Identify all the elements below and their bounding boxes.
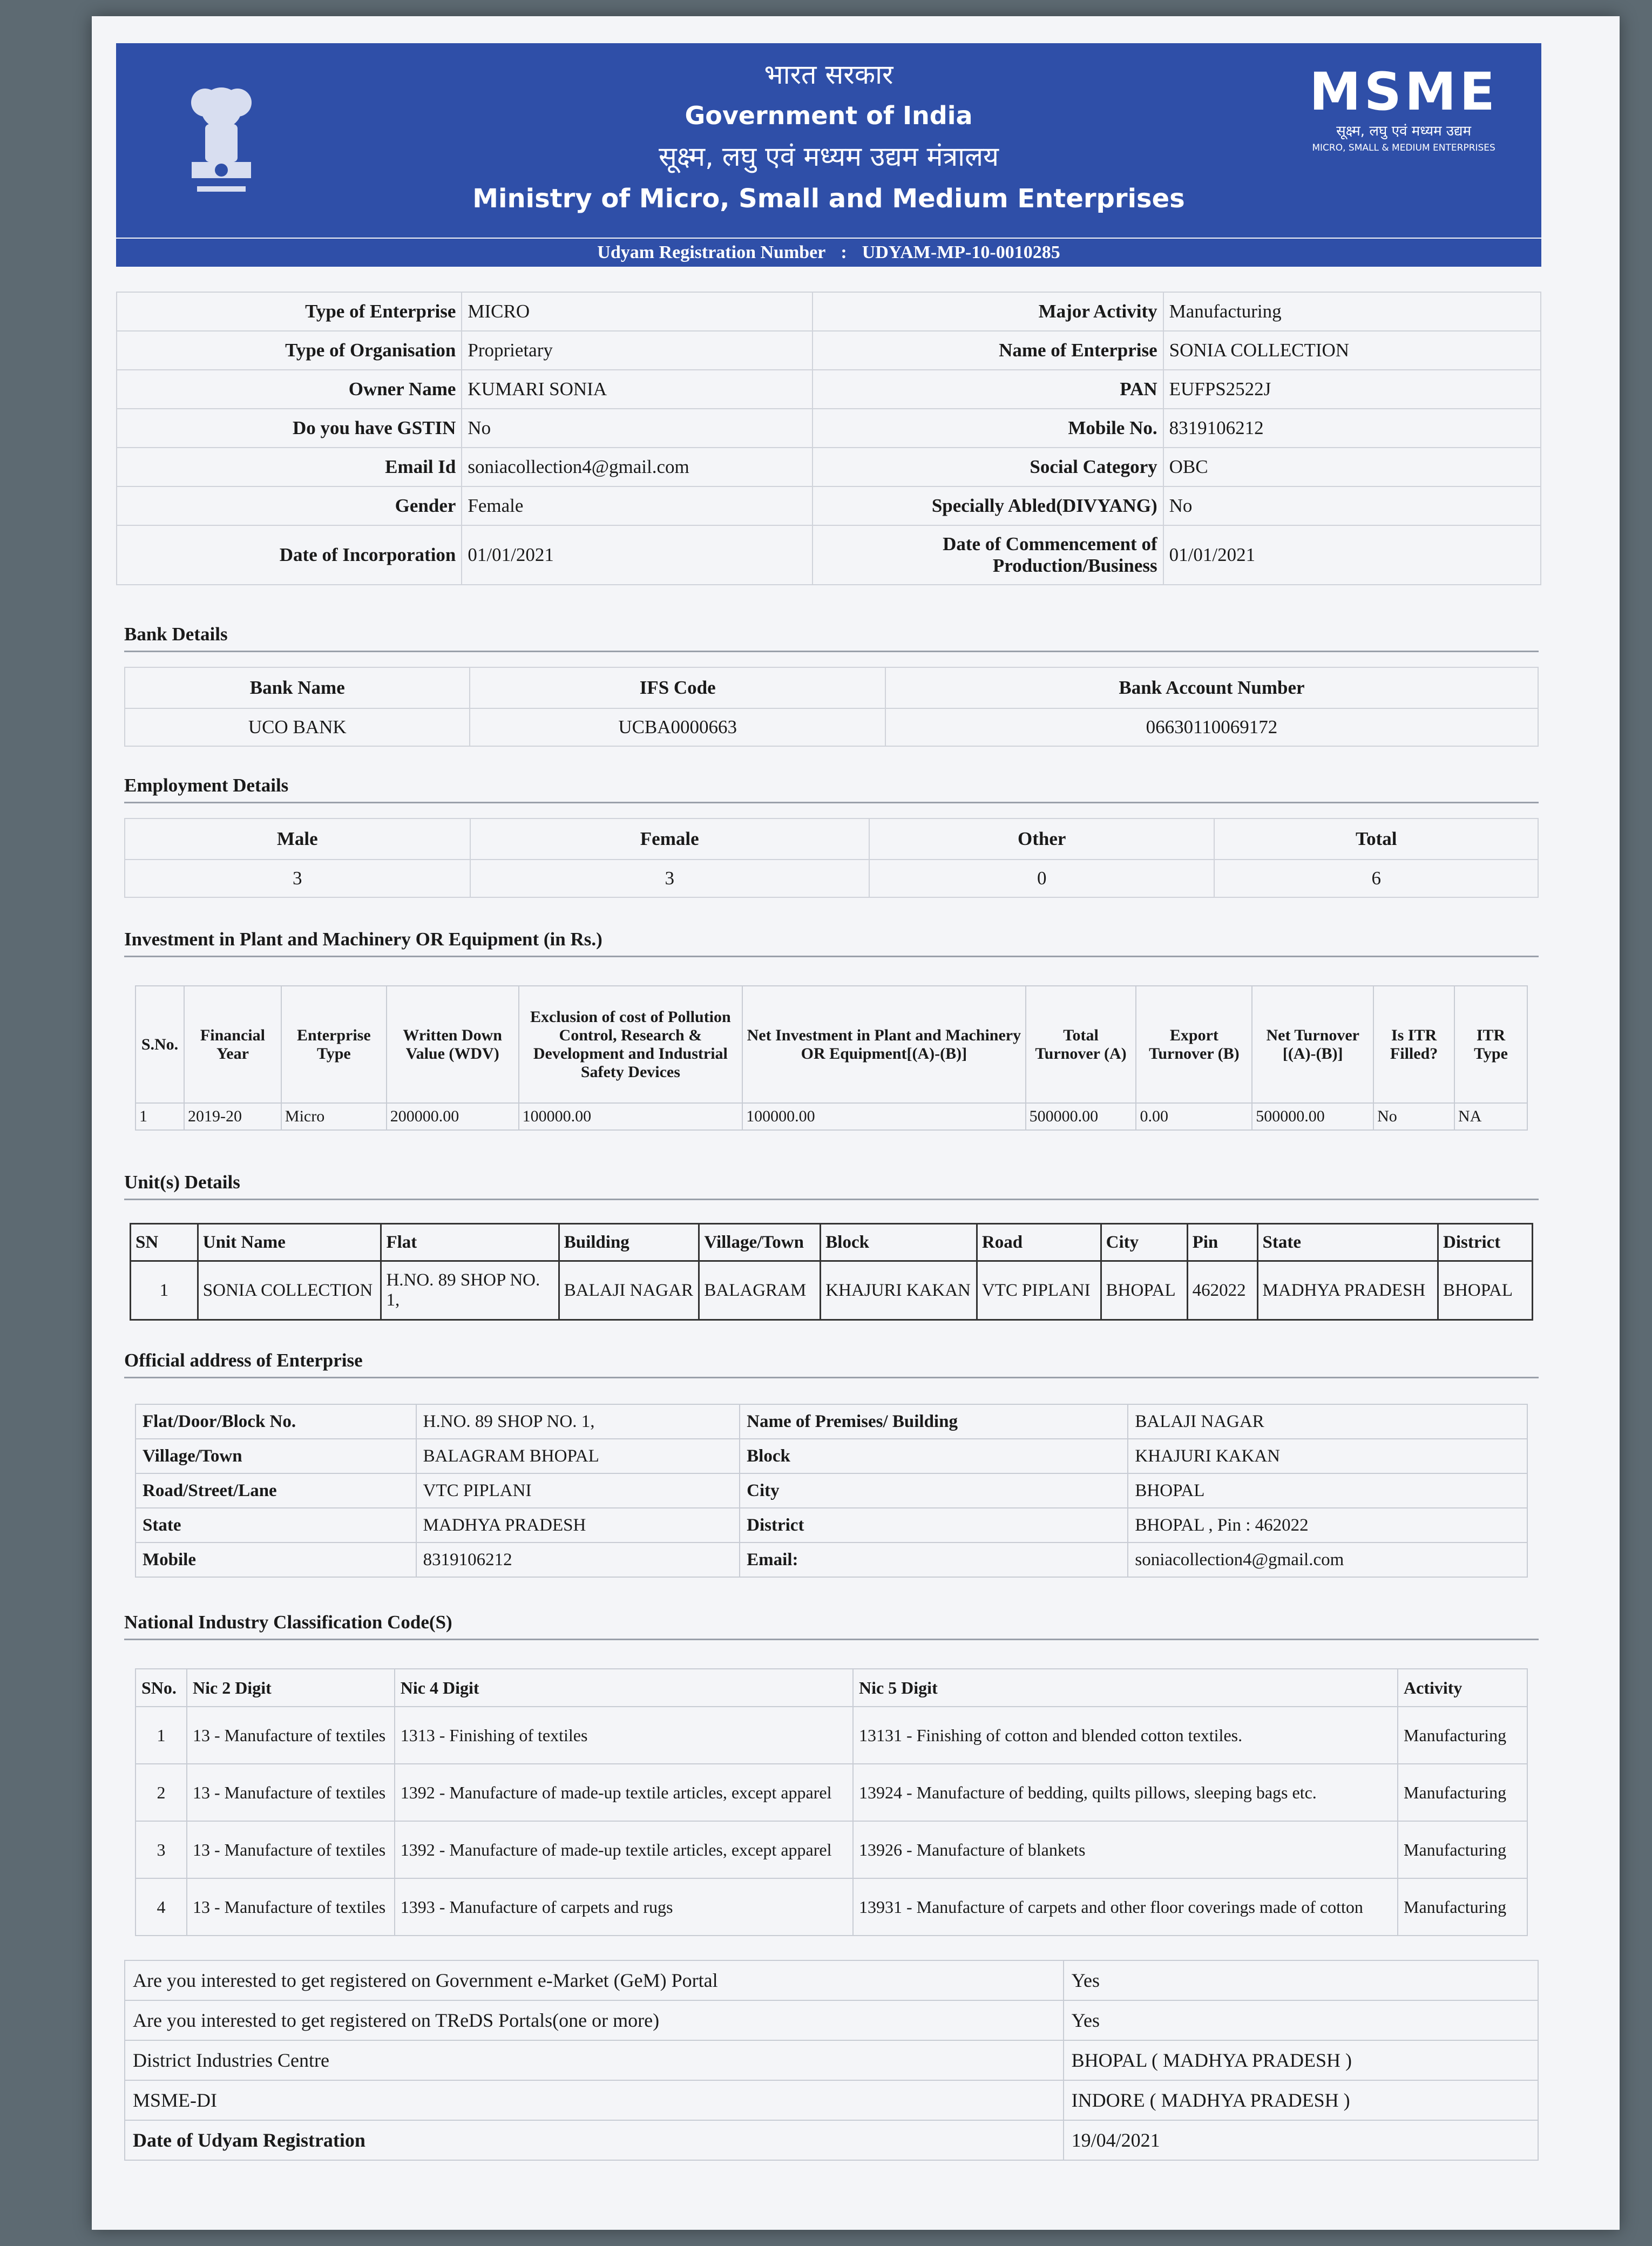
table-cell: 100000.00 bbox=[519, 1103, 743, 1130]
table-row bbox=[131, 1224, 1533, 1261]
ifs-code-value: UCBA0000663 bbox=[470, 708, 885, 746]
column-header: IFS Code bbox=[470, 667, 885, 708]
field-label: District Industries Centre bbox=[125, 2040, 1064, 2080]
column-header: Bank Account Number bbox=[885, 667, 1538, 708]
field-value: MICRO bbox=[462, 292, 813, 331]
msme-logo-text: MSME bbox=[1309, 62, 1498, 122]
table-cell: BALAGRAM bbox=[699, 1261, 821, 1320]
field-value: Female bbox=[462, 486, 813, 525]
field-value: BHOPAL , Pin : 462022 bbox=[1128, 1508, 1527, 1543]
table-cell: 200000.00 bbox=[387, 1103, 519, 1130]
table-cell: 1 bbox=[136, 1707, 187, 1764]
field-value: Proprietary bbox=[462, 331, 813, 370]
table-row bbox=[117, 448, 1541, 486]
employment-details-table bbox=[124, 818, 1539, 898]
column-header: Nic 4 Digit bbox=[395, 1669, 853, 1707]
table-cell: 2 bbox=[136, 1764, 187, 1821]
column-header: Female bbox=[470, 818, 869, 860]
field-value: BHOPAL ( MADHYA PRADESH ) bbox=[1064, 2040, 1538, 2080]
column-header: Nic 5 Digit bbox=[853, 1669, 1398, 1707]
table-row bbox=[136, 1439, 1527, 1473]
table-cell: VTC PIPLANI bbox=[977, 1261, 1101, 1320]
total-count: 6 bbox=[1214, 860, 1538, 897]
table-cell: H.NO. 89 SHOP NO. 1, bbox=[381, 1261, 559, 1320]
field-label: Email Id bbox=[117, 448, 462, 486]
table-row bbox=[117, 370, 1541, 409]
field-value: 01/01/2021 bbox=[462, 525, 813, 585]
bank-details-title: Bank Details bbox=[124, 624, 228, 645]
field-label: Email: bbox=[740, 1543, 1128, 1577]
field-label: Date of Udyam Registration bbox=[125, 2120, 1064, 2160]
field-value: Manufacturing bbox=[1163, 292, 1541, 331]
field-value: 01/01/2021 bbox=[1163, 525, 1541, 585]
field-value: BHOPAL bbox=[1128, 1473, 1527, 1508]
table-cell: 13 - Manufacture of textiles bbox=[187, 1821, 395, 1878]
table-row bbox=[131, 1261, 1533, 1320]
table-cell: 13 - Manufacture of textiles bbox=[187, 1764, 395, 1821]
table-cell: NA bbox=[1454, 1103, 1527, 1130]
msme-logo bbox=[1309, 62, 1498, 155]
table-row bbox=[136, 1543, 1527, 1577]
table-cell: Manufacturing bbox=[1398, 1707, 1527, 1764]
column-header: Building bbox=[559, 1224, 699, 1261]
table-cell: 13926 - Manufacture of blankets bbox=[853, 1821, 1398, 1878]
table-cell: 3 bbox=[136, 1821, 187, 1878]
udyam-registration-bar bbox=[116, 239, 1541, 267]
msme-logo-english: MICRO, SMALL & MEDIUM ENTERPRISES bbox=[1312, 143, 1495, 153]
field-label: Date of Incorporation bbox=[117, 525, 462, 585]
table-row bbox=[136, 1707, 1527, 1764]
investment-table bbox=[135, 985, 1528, 1131]
table-row bbox=[125, 2000, 1538, 2040]
field-label: Major Activity bbox=[813, 292, 1163, 331]
table-cell: SONIA COLLECTION bbox=[198, 1261, 381, 1320]
enterprise-details-table bbox=[116, 292, 1541, 585]
field-label: Type of Organisation bbox=[117, 331, 462, 370]
field-value: H.NO. 89 SHOP NO. 1, bbox=[416, 1404, 740, 1439]
nic-code-table bbox=[135, 1668, 1528, 1936]
column-header: Road bbox=[977, 1224, 1101, 1261]
column-header: State bbox=[1257, 1224, 1438, 1261]
field-label: Owner Name bbox=[117, 370, 462, 409]
field-value: OBC bbox=[1163, 448, 1541, 486]
column-header: Total Turnover (A) bbox=[1026, 986, 1136, 1103]
column-header: ITR Type bbox=[1454, 986, 1527, 1103]
column-header: Exclusion of cost of Pollution Control, Research & Development and Industrial Safety Devices bbox=[519, 986, 743, 1103]
hindi-ministry-title: सूक्ष्म, लघु एवं मध्यम उद्यम मंत्रालय bbox=[659, 141, 999, 172]
field-value: soniacollection4@gmail.com bbox=[462, 448, 813, 486]
field-label: Gender bbox=[117, 486, 462, 525]
table-row bbox=[117, 292, 1541, 331]
divider bbox=[124, 956, 1539, 957]
field-value: 8319106212 bbox=[416, 1543, 740, 1577]
table-cell: 1 bbox=[131, 1261, 198, 1320]
column-header: Unit Name bbox=[198, 1224, 381, 1261]
column-header: Financial Year bbox=[184, 986, 281, 1103]
column-header: Written Down Value (WDV) bbox=[387, 986, 519, 1103]
table-cell: Manufacturing bbox=[1398, 1878, 1527, 1936]
table-cell: 1313 - Finishing of textiles bbox=[395, 1707, 853, 1764]
investment-title: Investment in Plant and Machinery OR Equipment (in Rs.) bbox=[124, 929, 602, 950]
nic-title: National Industry Classification Code(S) bbox=[124, 1612, 452, 1633]
government-title: Government of India bbox=[685, 101, 973, 130]
table-row bbox=[125, 667, 1538, 708]
field-value: SONIA COLLECTION bbox=[1163, 331, 1541, 370]
table-row bbox=[125, 2080, 1538, 2120]
official-address-title: Official address of Enterprise bbox=[124, 1350, 363, 1371]
udyam-number: UDYAM-MP-10-0010285 bbox=[862, 242, 1060, 262]
field-value: No bbox=[462, 409, 813, 448]
table-cell: Micro bbox=[281, 1103, 387, 1130]
column-header: Flat bbox=[381, 1224, 559, 1261]
column-header: Activity bbox=[1398, 1669, 1527, 1707]
field-value: KHAJURI KAKAN bbox=[1128, 1439, 1527, 1473]
field-value: Yes bbox=[1064, 1960, 1538, 2000]
table-cell: 1392 - Manufacture of made-up textile articles, except apparel bbox=[395, 1764, 853, 1821]
divider bbox=[124, 1199, 1539, 1200]
column-header: Village/Town bbox=[699, 1224, 821, 1261]
column-header: SNo. bbox=[136, 1669, 187, 1707]
field-value: No bbox=[1163, 486, 1541, 525]
field-value: BALAGRAM BHOPAL bbox=[416, 1439, 740, 1473]
field-label: PAN bbox=[813, 370, 1163, 409]
field-label: State bbox=[136, 1508, 416, 1543]
table-cell: 13131 - Finishing of cotton and blended cotton textiles. bbox=[853, 1707, 1398, 1764]
other-count: 0 bbox=[869, 860, 1215, 897]
bank-name-value: UCO BANK bbox=[125, 708, 470, 746]
field-label: Mobile No. bbox=[813, 409, 1163, 448]
table-cell: Manufacturing bbox=[1398, 1821, 1527, 1878]
table-cell: 13 - Manufacture of textiles bbox=[187, 1707, 395, 1764]
field-value: 19/04/2021 bbox=[1064, 2120, 1538, 2160]
column-header: Bank Name bbox=[125, 667, 470, 708]
table-cell: 100000.00 bbox=[742, 1103, 1025, 1130]
table-row bbox=[125, 1960, 1538, 2000]
column-header: Export Turnover (B) bbox=[1136, 986, 1252, 1103]
hindi-government-title: भारत सरकार bbox=[764, 59, 893, 90]
column-header: S.No. bbox=[136, 986, 184, 1103]
column-header: Net Turnover [(A)-(B)] bbox=[1252, 986, 1373, 1103]
column-header: District bbox=[1438, 1224, 1533, 1261]
table-row bbox=[136, 1821, 1527, 1878]
divider bbox=[124, 651, 1539, 652]
table-row bbox=[125, 818, 1538, 860]
column-header: SN bbox=[131, 1224, 198, 1261]
field-label: Block bbox=[740, 1439, 1128, 1473]
table-row bbox=[117, 525, 1541, 585]
table-cell: 13931 - Manufacture of carpets and other floor coverings made of cotton bbox=[853, 1878, 1398, 1936]
field-label: Name of Premises/ Building bbox=[740, 1404, 1128, 1439]
column-header: Male bbox=[125, 818, 470, 860]
field-value: Yes bbox=[1064, 2000, 1538, 2040]
field-value: MADHYA PRADESH bbox=[416, 1508, 740, 1543]
certificate-paper bbox=[92, 16, 1620, 2230]
field-value: EUFPS2522J bbox=[1163, 370, 1541, 409]
column-header: Total bbox=[1214, 818, 1538, 860]
account-number-value: 06630110069172 bbox=[885, 708, 1538, 746]
table-cell: MADHYA PRADESH bbox=[1257, 1261, 1438, 1320]
column-header: Pin bbox=[1187, 1224, 1257, 1261]
table-cell: BALAJI NAGAR bbox=[559, 1261, 699, 1320]
column-header: Other bbox=[869, 818, 1215, 860]
table-row bbox=[125, 2040, 1538, 2080]
table-cell: No bbox=[1373, 1103, 1454, 1130]
field-label: Mobile bbox=[136, 1543, 416, 1577]
table-row bbox=[136, 1404, 1527, 1439]
table-cell: 0.00 bbox=[1136, 1103, 1252, 1130]
field-label: Date of Commencement of Production/Business bbox=[813, 525, 1163, 585]
table-cell: 2019-20 bbox=[184, 1103, 281, 1130]
msme-logo-hindi: सूक्ष्म, लघु एवं मध्यम उद्यम bbox=[1336, 123, 1472, 139]
table-row bbox=[136, 1473, 1527, 1508]
udyam-separator: : bbox=[841, 242, 847, 262]
field-label: Specially Abled(DIVYANG) bbox=[813, 486, 1163, 525]
unit-details-title: Unit(s) Details bbox=[124, 1172, 240, 1193]
table-row bbox=[136, 1764, 1527, 1821]
column-header: Is ITR Filled? bbox=[1373, 986, 1454, 1103]
field-label: Type of Enterprise bbox=[117, 292, 462, 331]
column-header: City bbox=[1101, 1224, 1187, 1261]
field-value: INDORE ( MADHYA PRADESH ) bbox=[1064, 2080, 1538, 2120]
registration-info-table bbox=[124, 1960, 1539, 2161]
table-cell: 1 bbox=[136, 1103, 184, 1130]
table-cell: BHOPAL bbox=[1438, 1261, 1533, 1320]
column-header: Nic 2 Digit bbox=[187, 1669, 395, 1707]
column-header: Block bbox=[821, 1224, 977, 1261]
table-row bbox=[136, 1878, 1527, 1936]
table-row bbox=[125, 2120, 1538, 2160]
table-cell: 4 bbox=[136, 1878, 187, 1936]
divider bbox=[124, 1377, 1539, 1378]
table-row bbox=[125, 860, 1538, 897]
table-cell: 500000.00 bbox=[1026, 1103, 1136, 1130]
field-label: MSME-DI bbox=[125, 2080, 1064, 2120]
official-address-table bbox=[135, 1404, 1528, 1578]
table-cell: BHOPAL bbox=[1101, 1261, 1187, 1320]
table-cell: 13 - Manufacture of textiles bbox=[187, 1878, 395, 1936]
field-label: Flat/Door/Block No. bbox=[136, 1404, 416, 1439]
table-cell: 500000.00 bbox=[1252, 1103, 1373, 1130]
employment-details-title: Employment Details bbox=[124, 775, 289, 796]
table-cell: 1392 - Manufacture of made-up textile articles, except apparel bbox=[395, 1821, 853, 1878]
table-cell: 13924 - Manufacture of bedding, quilts pillows, sleeping bags etc. bbox=[853, 1764, 1398, 1821]
table-cell: 462022 bbox=[1187, 1261, 1257, 1320]
udyam-label: Udyam Registration Number bbox=[597, 242, 826, 262]
divider bbox=[124, 802, 1539, 803]
header-banner bbox=[116, 43, 1541, 238]
table-row bbox=[117, 331, 1541, 370]
table-cell: Manufacturing bbox=[1398, 1764, 1527, 1821]
field-value: KUMARI SONIA bbox=[462, 370, 813, 409]
field-label: Social Category bbox=[813, 448, 1163, 486]
table-row bbox=[117, 486, 1541, 525]
field-label: Are you interested to get registered on TReDS Portals(one or more) bbox=[125, 2000, 1064, 2040]
female-count: 3 bbox=[470, 860, 869, 897]
table-cell: KHAJURI KAKAN bbox=[821, 1261, 977, 1320]
table-row bbox=[136, 1508, 1527, 1543]
field-label: Name of Enterprise bbox=[813, 331, 1163, 370]
field-label: District bbox=[740, 1508, 1128, 1543]
column-header: Enterprise Type bbox=[281, 986, 387, 1103]
table-row bbox=[125, 708, 1538, 746]
field-label: Are you interested to get registered on Government e-Market (GeM) Portal bbox=[125, 1960, 1064, 2000]
bank-details-table bbox=[124, 667, 1539, 747]
table-row bbox=[117, 409, 1541, 448]
field-label: Village/Town bbox=[136, 1439, 416, 1473]
column-header: Net Investment in Plant and Machinery OR Equipment[(A)-(B)] bbox=[742, 986, 1025, 1103]
table-cell: 1393 - Manufacture of carpets and rugs bbox=[395, 1878, 853, 1936]
field-value: VTC PIPLANI bbox=[416, 1473, 740, 1508]
field-value: soniacollection4@gmail.com bbox=[1128, 1543, 1527, 1577]
divider bbox=[124, 1639, 1539, 1640]
table-row bbox=[136, 986, 1527, 1103]
table-row bbox=[136, 1103, 1527, 1130]
field-label: City bbox=[740, 1473, 1128, 1508]
field-label: Road/Street/Lane bbox=[136, 1473, 416, 1508]
field-value: BALAJI NAGAR bbox=[1128, 1404, 1527, 1439]
unit-details-table bbox=[130, 1223, 1533, 1321]
field-value: 8319106212 bbox=[1163, 409, 1541, 448]
field-label: Do you have GSTIN bbox=[117, 409, 462, 448]
table-row bbox=[136, 1669, 1527, 1707]
ministry-title: Ministry of Micro, Small and Medium Enterprises bbox=[472, 184, 1185, 214]
male-count: 3 bbox=[125, 860, 470, 897]
